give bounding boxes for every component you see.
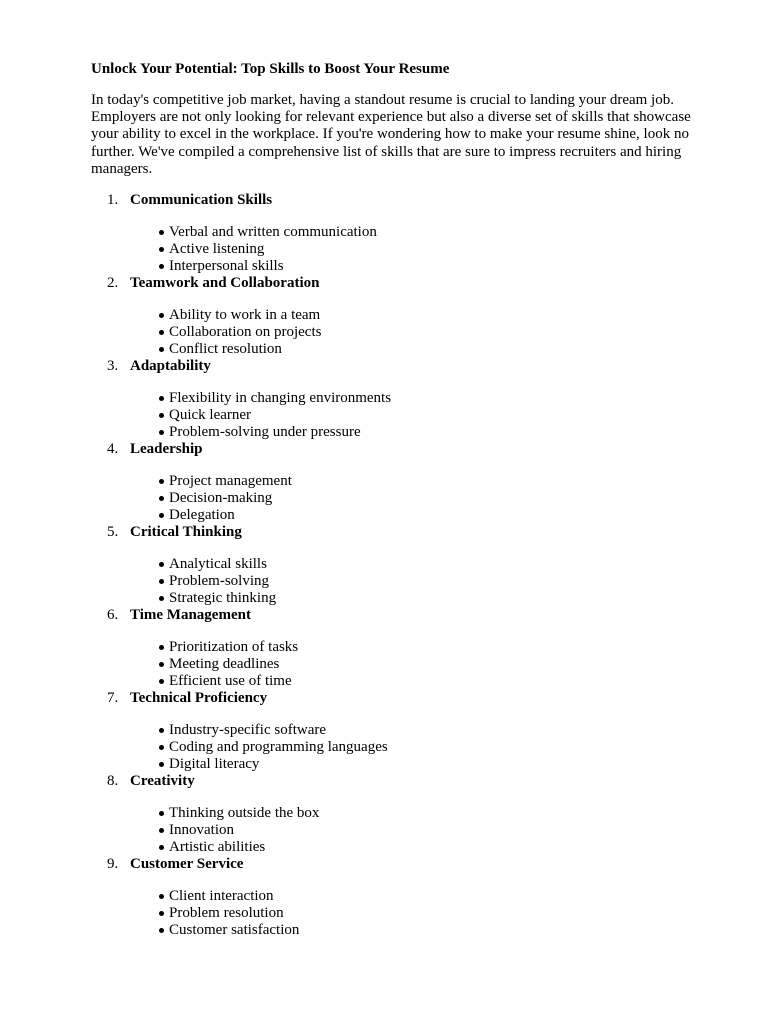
- sub-item: [169, 656, 708, 673]
- sub-item: [169, 739, 708, 756]
- skill-subitems: [130, 307, 708, 358]
- sub-item-text: Collaboration on projects: [169, 324, 322, 341]
- bullet-icon: [159, 313, 164, 318]
- skill-number: 2.: [107, 275, 119, 292]
- sub-item: [169, 341, 708, 358]
- sub-item-text: Analytical skills: [169, 556, 267, 573]
- skill-subitems: [130, 556, 708, 607]
- sub-item: [169, 407, 708, 424]
- sub-item: [169, 722, 708, 739]
- skill-heading: [107, 773, 708, 790]
- skill-number: 3.: [107, 358, 119, 375]
- skill-subitems: [130, 722, 708, 773]
- skill-subitems: [130, 888, 708, 939]
- skill-name: Technical Proficiency: [130, 690, 268, 707]
- bullet-icon: [159, 330, 164, 335]
- sub-item: [169, 639, 708, 656]
- sub-item: [169, 673, 708, 690]
- bullet-icon: [159, 745, 164, 750]
- sub-item: [169, 556, 708, 573]
- sub-item-text: Problem resolution: [169, 905, 284, 922]
- skill-item: [91, 524, 708, 607]
- bullet-icon: [159, 413, 164, 418]
- bullet-icon: [159, 828, 164, 833]
- sub-item-text: Interpersonal skills: [169, 258, 284, 275]
- bullet-icon: [159, 496, 164, 501]
- document-title: Unlock Your Potential: Top Skills to Boost Your Resume: [91, 61, 450, 77]
- sub-item: [169, 888, 708, 905]
- skill-subitems: [130, 224, 708, 275]
- skill-heading: [107, 192, 708, 209]
- sub-item: [169, 307, 708, 324]
- bullet-icon: [159, 347, 164, 352]
- sub-item: [169, 258, 708, 275]
- skill-item: [91, 607, 708, 690]
- sub-item-text: Prioritization of tasks: [169, 639, 299, 656]
- sub-item: [169, 573, 708, 590]
- sub-item: [169, 224, 708, 241]
- skill-heading: [107, 524, 708, 541]
- sub-item-text: Client interaction: [169, 888, 274, 905]
- sub-item-text: Ability to work in a team: [169, 307, 321, 324]
- sub-item-text: Conflict resolution: [169, 341, 282, 358]
- sub-item-text: Project management: [169, 473, 292, 490]
- sub-item: [169, 590, 708, 607]
- skill-subitems: [130, 473, 708, 524]
- skill-name: Critical Thinking: [130, 524, 242, 541]
- sub-item-text: Artistic abilities: [169, 839, 266, 856]
- sub-item: [169, 822, 708, 839]
- sub-item-text: Thinking outside the box: [169, 805, 320, 822]
- sub-item: [169, 839, 708, 856]
- skill-name: Adaptability: [130, 358, 211, 375]
- bullet-icon: [159, 596, 164, 601]
- sub-item: [169, 241, 708, 258]
- skill-item: [91, 275, 708, 358]
- sub-item: [169, 473, 708, 490]
- intro-paragraph: In today's competitive job market, having a standout resume is crucial to landing your dream job. Employers are not only looking for relevant experience but also a diverse set of skills that showcase your ability to excel in the workplace. If you're wondering how to make your resume shine, look no further. We've compiled a comprehensive list of skills that are sure to impress recruiters and hiring managers.: [91, 92, 691, 177]
- skill-number: 1.: [107, 192, 119, 209]
- bullet-icon: [159, 396, 164, 401]
- sub-item-text: Quick learner: [169, 407, 252, 424]
- sub-item-text: Customer satisfaction: [169, 922, 300, 939]
- sub-item-text: Decision-making: [169, 490, 273, 507]
- skill-item: [91, 773, 708, 856]
- sub-item-text: Meeting deadlines: [169, 656, 280, 673]
- bullet-icon: [159, 662, 164, 667]
- bullet-icon: [159, 562, 164, 567]
- skills-list: [91, 192, 708, 939]
- skill-item: [91, 856, 708, 939]
- bullet-icon: [159, 894, 164, 899]
- sub-item-text: Industry-specific software: [169, 722, 327, 739]
- skill-number: 9.: [107, 856, 119, 873]
- bullet-icon: [159, 430, 164, 435]
- sub-item-text: Delegation: [169, 507, 235, 524]
- skill-number: 7.: [107, 690, 119, 707]
- bullet-icon: [159, 911, 164, 916]
- skill-item: [91, 441, 708, 524]
- sub-item-text: Coding and programming languages: [169, 739, 388, 756]
- skill-number: 4.: [107, 441, 119, 458]
- sub-item-text: Flexibility in changing environments: [169, 390, 392, 407]
- skill-number: 5.: [107, 524, 119, 541]
- skill-heading: [107, 358, 708, 375]
- skill-name: Time Management: [130, 607, 251, 624]
- bullet-icon: [159, 928, 164, 933]
- skill-number: 6.: [107, 607, 119, 624]
- sub-item-text: Strategic thinking: [169, 590, 277, 607]
- sub-item: [169, 905, 708, 922]
- skill-heading: [107, 441, 708, 458]
- sub-item: [169, 424, 708, 441]
- skill-subitems: [130, 805, 708, 856]
- sub-item: [169, 922, 708, 939]
- bullet-icon: [159, 845, 164, 850]
- sub-item-text: Efficient use of time: [169, 673, 292, 690]
- skill-subitems: [130, 639, 708, 690]
- bullet-icon: [159, 513, 164, 518]
- skill-name: Leadership: [130, 441, 203, 458]
- sub-item-text: Digital literacy: [169, 756, 260, 773]
- skill-heading: [107, 690, 708, 707]
- skill-item: [91, 358, 708, 441]
- skill-number: 8.: [107, 773, 119, 790]
- bullet-icon: [159, 679, 164, 684]
- skill-heading: [107, 275, 708, 292]
- sub-item-text: Problem-solving under pressure: [169, 424, 361, 441]
- sub-item-text: Verbal and written communication: [169, 224, 377, 241]
- bullet-icon: [159, 264, 164, 269]
- skill-name: Creativity: [130, 773, 195, 790]
- sub-item-text: Active listening: [169, 241, 265, 258]
- sub-item: [169, 324, 708, 341]
- skill-heading: [107, 856, 708, 873]
- bullet-icon: [159, 247, 164, 252]
- skill-name: Communication Skills: [130, 192, 273, 209]
- bullet-icon: [159, 811, 164, 816]
- bullet-icon: [159, 762, 164, 767]
- sub-item: [169, 805, 708, 822]
- sub-item: [169, 390, 708, 407]
- sub-item: [169, 490, 708, 507]
- skill-item: [91, 690, 708, 773]
- bullet-icon: [159, 479, 164, 484]
- skill-name: Customer Service: [130, 856, 244, 873]
- sub-item: [169, 756, 708, 773]
- sub-item-text: Innovation: [169, 822, 234, 839]
- bullet-icon: [159, 645, 164, 650]
- sub-item: [169, 507, 708, 524]
- sub-item-text: Problem-solving: [169, 573, 269, 590]
- skill-subitems: [130, 390, 708, 441]
- skill-item: [91, 192, 708, 275]
- bullet-icon: [159, 230, 164, 235]
- bullet-icon: [159, 579, 164, 584]
- skill-heading: [107, 607, 708, 624]
- bullet-icon: [159, 728, 164, 733]
- skill-name: Teamwork and Collaboration: [130, 275, 320, 292]
